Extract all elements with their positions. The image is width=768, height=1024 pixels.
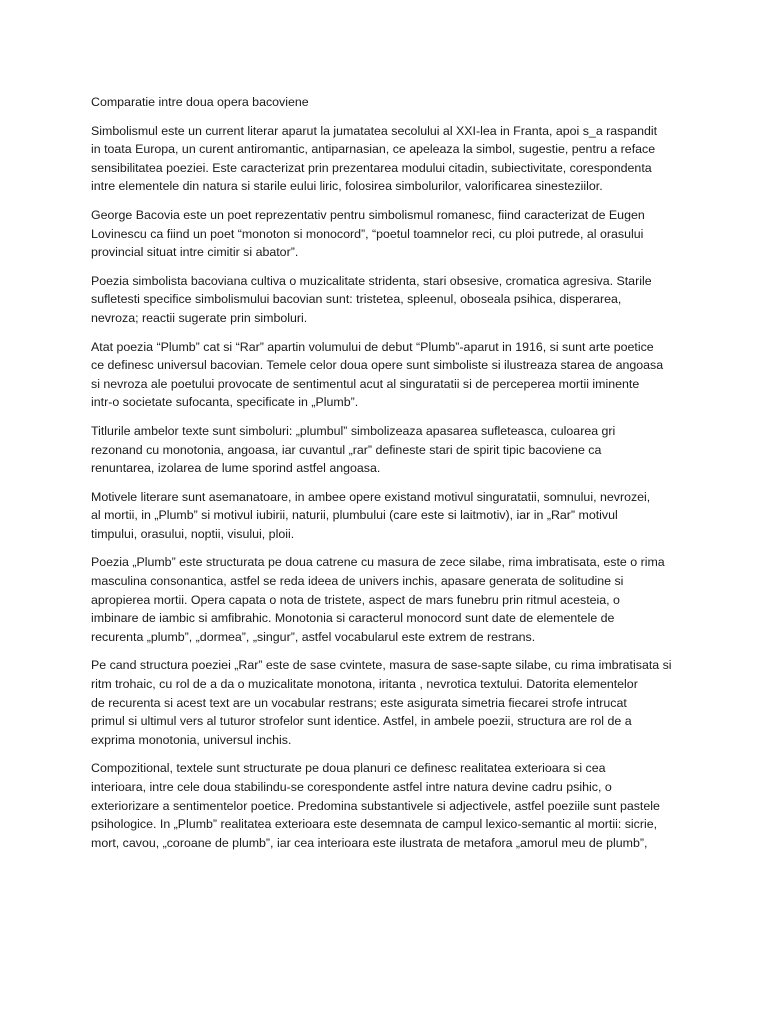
text-line: provincial situat intre cimitir si abator”. xyxy=(91,245,299,260)
text-line: rezonand cu monotonia, angoasa, iar cuvantul „rar” defineste stari de spirit tipic bacoviene ca xyxy=(91,442,602,457)
text-line: George Bacovia este un poet reprezentativ pentru simbolismul romanesc, fiind caracterizat de Eugen xyxy=(91,207,645,222)
text-line: in toata Europa, un curent antiromantic, antiparnasian, ce apeleaza la simbol, sugestie, pentru a reface xyxy=(91,142,656,157)
paragraph-bacovia xyxy=(91,206,681,262)
text-line: sensibilitatea poeziei. Este caracterizat prin prezentarea modului citadin, subiectivitate, corespondenta xyxy=(91,160,652,175)
document-title: Comparatie intre doua opera bacoviene xyxy=(91,95,309,109)
text-line: mort, cavou, „coroane de plumb”, iar cea interioara este ilustrata de metafora „amorul meu de plumb”, xyxy=(91,835,648,850)
text-line: primul si ultimul vers al tuturor strofelor sunt identice. Astfel, in ambele poezii, structura are rol de a xyxy=(91,714,632,729)
paragraph-poezia-simbolista xyxy=(91,272,681,328)
text-line: intre elementele din natura si starile eului liric, folosirea simbolurilor, valorificarea sinesteziilor. xyxy=(91,179,603,194)
text-line: Titlurile ambelor texte sunt simboluri: „plumbul” simbolizeaza apasarea sufleteasca, culoarea gri xyxy=(91,423,616,438)
paragraph-motivele xyxy=(91,488,681,544)
text-line: Pe cand structura poeziei „Rar” este de sase cvintete, masura de sase-sapte silabe, cu rima imbratisata si xyxy=(91,658,672,673)
paragraph-titlurile xyxy=(91,422,681,478)
paragraph-structura-rar xyxy=(91,656,681,749)
text-line: Simbolismul este un current literar aparut la jumatatea secolului al XXI-lea in Franta, apoi s_a raspandit xyxy=(91,123,658,138)
text-line: Atat poezia “Plumb” cat si “Rar” apartin volumului de debut “Plumb”-aparut in 1916, si sunt arte poetice xyxy=(91,339,654,354)
text-line: Motivele literare sunt asemanatoare, in ambee opere existand motivul singuratatii, somnului, nevrozei, xyxy=(91,489,651,504)
paragraph-plumb-rar xyxy=(91,338,681,412)
text-line: al mortii, in „Plumb” si motivul iubirii, naturii, plumbului (care este si laitmotiv), iar in „Rar” motivul xyxy=(91,508,618,523)
text-line: renuntarea, izolarea de lume sporind astfel angoasa. xyxy=(91,461,381,476)
document-page xyxy=(91,93,681,862)
text-line: psihologice. In „Plumb” realitatea exterioara este desemnata de campul lexico-semantic al mortii: sicrie, xyxy=(91,817,658,832)
text-line: exprima monotonia, universul inchis. xyxy=(91,732,292,747)
text-line: recurenta „plumb”, „dormea”, „singur”, astfel vocabularul este extrem de restrans. xyxy=(91,629,536,644)
text-line: de recurenta si acest text are un vocabular restrans; este asigurata simetria fiecarei strofe intrucat xyxy=(91,695,627,710)
text-line: Poezia „Plumb” este structurata pe doua catrene cu masura de zece silabe, rima imbratisata, este o rima xyxy=(91,555,665,570)
text-line: intr-o societate sufocanta, specificate in „Plumb”. xyxy=(91,395,359,410)
text-line: Lovinescu ca fiind un poet “monoton si monocord”, “poetul toamnelor reci, cu ploi putrede, al orasului xyxy=(91,226,644,241)
text-line: si nevroza ale poetului provocate de sentimentul acut al singuratatii si de perceperea mortii iminente xyxy=(91,376,640,391)
text-line: sufletesti specifice simbolismului bacovian sunt: tristetea, spleenul, oboseala psihica, disperarea, xyxy=(91,292,622,307)
text-line: nevroza; reactii sugerate prin simboluri. xyxy=(91,310,308,325)
text-line: Compozitional, textele sunt structurate pe doua planuri ce definesc realitatea exterioara si cea xyxy=(91,761,606,776)
text-line: apropierea mortii. Opera capata o nota de tristete, aspect de mars funebru prin ritmul acesteia, o xyxy=(91,592,620,607)
text-line: imbinare de iambic si amfibrahic. Monotonia si caracterul monocord sunt date de elementele de xyxy=(91,611,615,626)
text-line: ritm trohaic, cu rol de a da o muzicalitate monotona, iritanta , nevrotica textului. Datorita elementelor xyxy=(91,677,638,692)
text-line: Poezia simbolista bacoviana cultiva o muzicalitate stridenta, stari obsesive, cromatica agresiva. Starile xyxy=(91,273,652,288)
paragraph-compozitional xyxy=(91,759,681,852)
text-line: timpului, orasului, noptii, visului, ploii. xyxy=(91,526,295,541)
paragraph-structura-plumb xyxy=(91,553,681,646)
text-line: masculina consonantica, astfel se reda ideea de univers inchis, apasare generata de solitudine si xyxy=(91,574,624,589)
paragraph-simbolism xyxy=(91,122,681,196)
text-line: interioara, intre cele doua stabilindu-se corespondente astfel intre natura devine cadru psihic, o xyxy=(91,780,612,794)
text-line: ce definesc universul bacovian. Temele celor doua opere sunt simboliste si ilustreaza starea de angoasa xyxy=(91,358,664,373)
text-line: exteriorizare a sentimentelor poetice. Predomina substantivele si adjectivele, astfel poeziile sunt pastele xyxy=(91,798,660,813)
